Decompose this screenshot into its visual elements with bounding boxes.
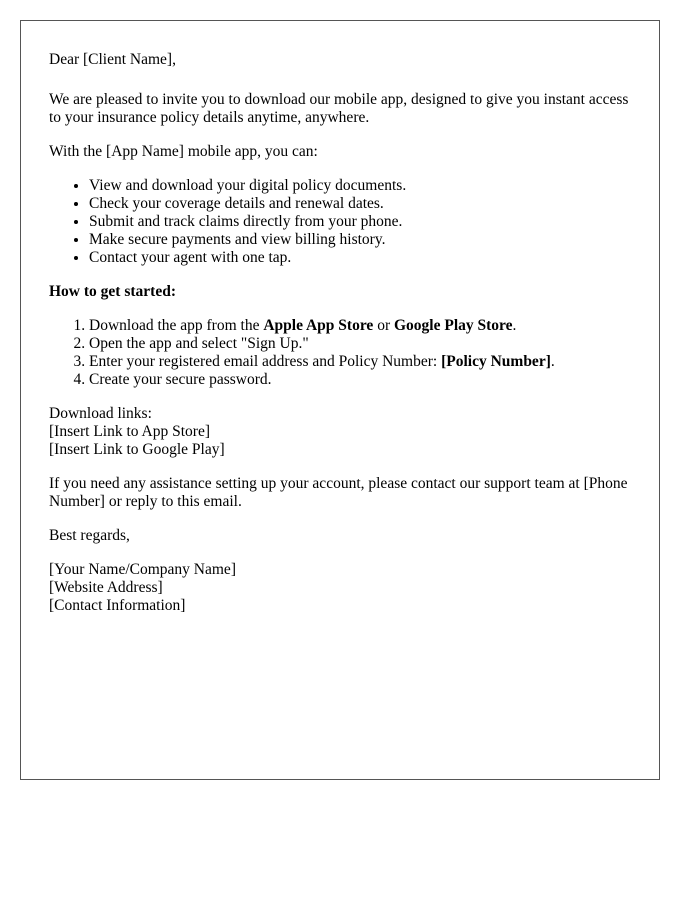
step-create-password: 4. Create your secure password. [89, 371, 631, 389]
step-sign-up: 2. Open the app and select "Sign Up." [89, 335, 631, 353]
step-download [89, 317, 631, 335]
download-links-label: Download links: [49, 405, 152, 422]
assistance-paragraph: If you need any assistance setting up your account, please contact our support team at [Phone Number] or reply to this email. [49, 475, 628, 510]
list-item: • Make secure payments and view billing history. [89, 231, 631, 249]
step-text: . [550, 353, 555, 370]
features-intro: With the [App Name] mobile app, you can: [49, 143, 318, 160]
policy-number-placeholder: [Policy Number] [441, 353, 551, 370]
step-text: Download the app from the [89, 317, 264, 334]
greeting: Dear [Client Name], [49, 51, 176, 68]
app-store-link[interactable]: [Insert Link to App Store] [49, 423, 211, 440]
signature-contact: [Contact Information] [49, 597, 186, 614]
signature-name: [Your Name/Company Name] [49, 561, 236, 578]
google-play-store-text: Google Play Store [393, 317, 513, 334]
signature-block [49, 561, 631, 615]
list-item: • Contact your agent with one tap. [89, 249, 631, 267]
letter-page [20, 20, 660, 780]
steps-heading: How to get started: [49, 283, 176, 300]
google-play-link[interactable]: [Insert Link to Google Play] [49, 441, 225, 458]
closing: Best regards, [49, 527, 130, 544]
step-enter-details [89, 353, 631, 371]
step-text: . [512, 317, 517, 334]
download-links [49, 405, 631, 459]
intro-paragraph: We are pleased to invite you to download our mobile app, designed to give you instant access to your insurance policy details anytime, anywhere. [49, 91, 629, 126]
step-text: or [373, 317, 394, 334]
apple-app-store-text: Apple App Store [263, 317, 374, 334]
list-item: • Check your coverage details and renewal dates. [89, 195, 631, 213]
signature-website: [Website Address] [49, 579, 163, 596]
list-item: • View and download your digital policy documents. [89, 177, 631, 195]
step-text: Enter your registered email address and Policy Number: [89, 353, 442, 370]
list-item: • Submit and track claims directly from your phone. [89, 213, 631, 231]
steps-list [49, 317, 631, 389]
features-list [49, 177, 631, 267]
